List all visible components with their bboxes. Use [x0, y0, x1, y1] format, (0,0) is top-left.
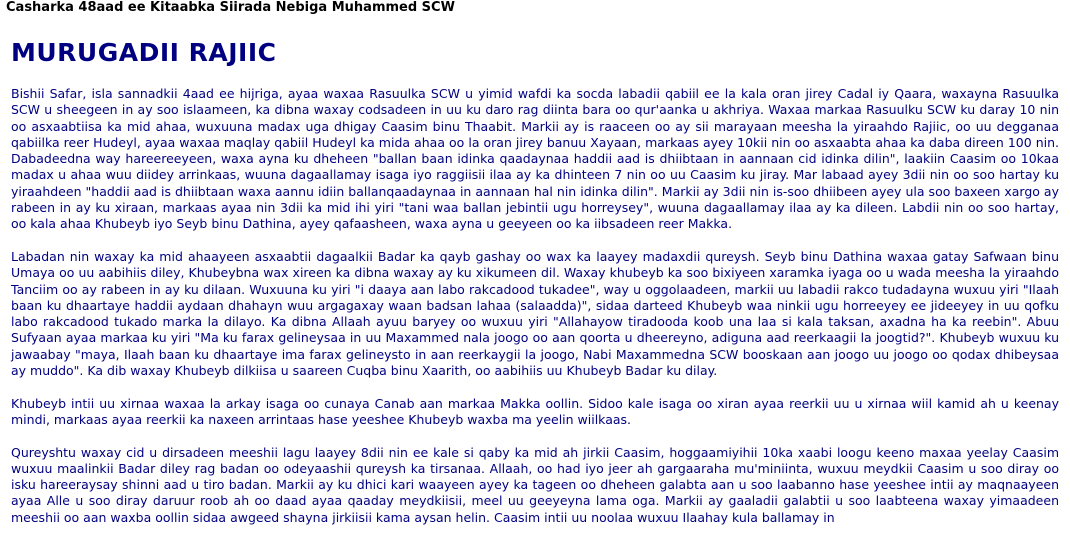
article-title: MURUGADII RAJIIC: [11, 38, 277, 67]
series-title: Casharka 48aad ee Kitaabka Siirada Nebiga Muhammed SCW: [6, 0, 455, 15]
article-paragraph: Bishii Safar, isla sannadkii 4aad ee hijriga, ayaa waxaa Rasuulka SCW u yimid wafdi ka socda labadii qabiil ee la kala oran jirey Cadal iy Qaara, waxayna Rasuulka SCW u sheegeen in ay soo islaameen, ka dibna waxay codsadeen in uu ku daro rag diinta bara oo qur'aanka u akhriya. Waxaa markaa Rasuulku SCW ku daray 10 nin oo asxaabtiisa ka mid ahaa, wuxuuna madax uga dhigay Caasim binu Thaabit. Markii ay is raaceen oo ay sii marayaan meesha la yiraahdo Rajiic, oo uu degganaa qabiilka reer Hudeyl, ayaa waxaa maqlay qabiil Hudeyl ka mida ahaa oo la oran jirey banuu Xayaan, markaas ayey 10kii nin oo asxaabta ahaa ka daba direen 100 nin. Dabadeedna way hareereeyeen, waxa ayna ku dheheen "ballan baan idinka qaadaynaa haddii aad is dhiibtaan in aannaan cid idinka dilin", laakiin Caasim oo 10kaa madax u ahaa wuu diidey arrinkaas, wuuna dagaallamay isaga iyo raggiisii ilaa ay ka dhinteen 7 nin oo uu Caasim ku jiray. Mar labaad ayey 3dii nin oo soo hartay ku yiraahdeen "haddii aad is dhiibtaan waxa aannu idiin ballanqaadaynaa in aannaan hal nin idinka dilin". Markii ay 3dii nin is-soo dhiibeen ayey ula soo baxeen xargo ay rabeen in ay ku xiraan, markaas ayaa nin 3dii ka mid ihi yiri "tani waa ballan jebintii ugu horreysey", wuuna dagaallamay ilaa ay ka dileen. Labdii nin oo soo hartay, oo kala ahaa Khubeyb iyo Seyb binu Dathina, ayey qafaasheen, waxa ayna u geeyeen oo ka iibsadeen reer Makka.: [11, 86, 1059, 232]
article-paragraph: Qureyshtu waxay cid u dirsadeen meeshii lagu laayey 8dii nin ee kale si qaby ka mid ah jirkii Caasim, hoggaamiyihii 10ka xaabi loogu keeno maxaa yeelay Caasim wuxuu maalinkii Badar diley rag badan oo odeyaashii qureysh ka tirsanaa. Allaah, oo had iyo jeer ah gargaaraha mu'miniinta, wuxuu meydkii Caasim u soo diray oo isku hareeraysay shinni aad u tiro badan. Markii ay ku dhici kari waayeen ayey ka tageen oo dheheen galabta aan u soo laabanno hase yeeshee intii ay maqnaayeen ayaa Alle u soo diray daruur roob ah oo daad ayaa qaaday meydkiisii, meel uu geeyeyna lama oga. Markii ay gaaladii galabtii u soo laabteena waxay yimaadeen meeshii oo aan waxba oollin sidaa awgeed shayna jirkiisii kama aysan helin. Caasim intii uu noolaa wuxuu Ilaahay kula ballamay in: [11, 444, 1059, 525]
article-body: [11, 86, 1059, 542]
article-paragraph: Labadan nin waxay ka mid ahaayeen asxaabtii dagaalkii Badar ka qayb gashay oo wax ka laayey madaxdii qureysh. Seyb binu Dathina waxaa gatay Safwaan binu Umaya oo uu aabihiis diley, Khubeybna wax xireen ka dibna waxay ay ku xikumeen dil. Waxay khubeyb ka soo bixiyeen xaramka iyaga oo u wada meesha la yiraahdo Tanciim oo ay rabeen in ay ku dilaan. Wuxuuna ku yiri "i daaya aan labo rakcadood tukadee", way u oggolaadeen, markii uu labadii rakco tudadayna wuxuu yiri "Ilaah baan ku dhaartaye haddii aydaan dhahayn wuu argagaxay waan badsan lahaa (salaadda)", sidaa darteed Khubeyb waa ninkii ugu horreeyey ee jideeyey in uu qofku labo rakcadood tukado marka la dilayo. Ka dibna Allaah ayuu baryey oo wuxuu yiri "Allahayow tiradooda koob una laa si kala taksan, axadna ha ka reebin". Abuu Sufyaan ayaa markaa ku yiri "Ma ku farax gelineysaa in uu Maxammed nala joogo oo aan qoorta u dheereyno, adiguna aad reerkaagii la joogtid?". Khubeyb wuxuu ku jawaabay "maya, Ilaah baan ku dhaartaye ima farax gelineysto in aan reerkaygii la joogo, Nabi Maxammedna SCW booskaan aan joogo uu joogo oo qodax dhibeysaa ay muddo". Ka dib waxay Khubeyb dilkiisa u saareen Cuqba binu Xaarith, oo aabihiis uu Khubeyb Badar ku dilay.: [11, 248, 1059, 379]
article-paragraph: Khubeyb intii uu xirnaa waxaa la arkay isaga oo cunaya Canab aan markaa Makka oollin. Sidoo kale isaga oo xiran ayaa reerkii uu u xirnaa wiil kamid ah u keenay mindi, markaas ayaa reerkii ka naxeen arrintaas hase yeeshee Khubeyb waxba ma yeelin wiilkaas.: [11, 395, 1059, 427]
